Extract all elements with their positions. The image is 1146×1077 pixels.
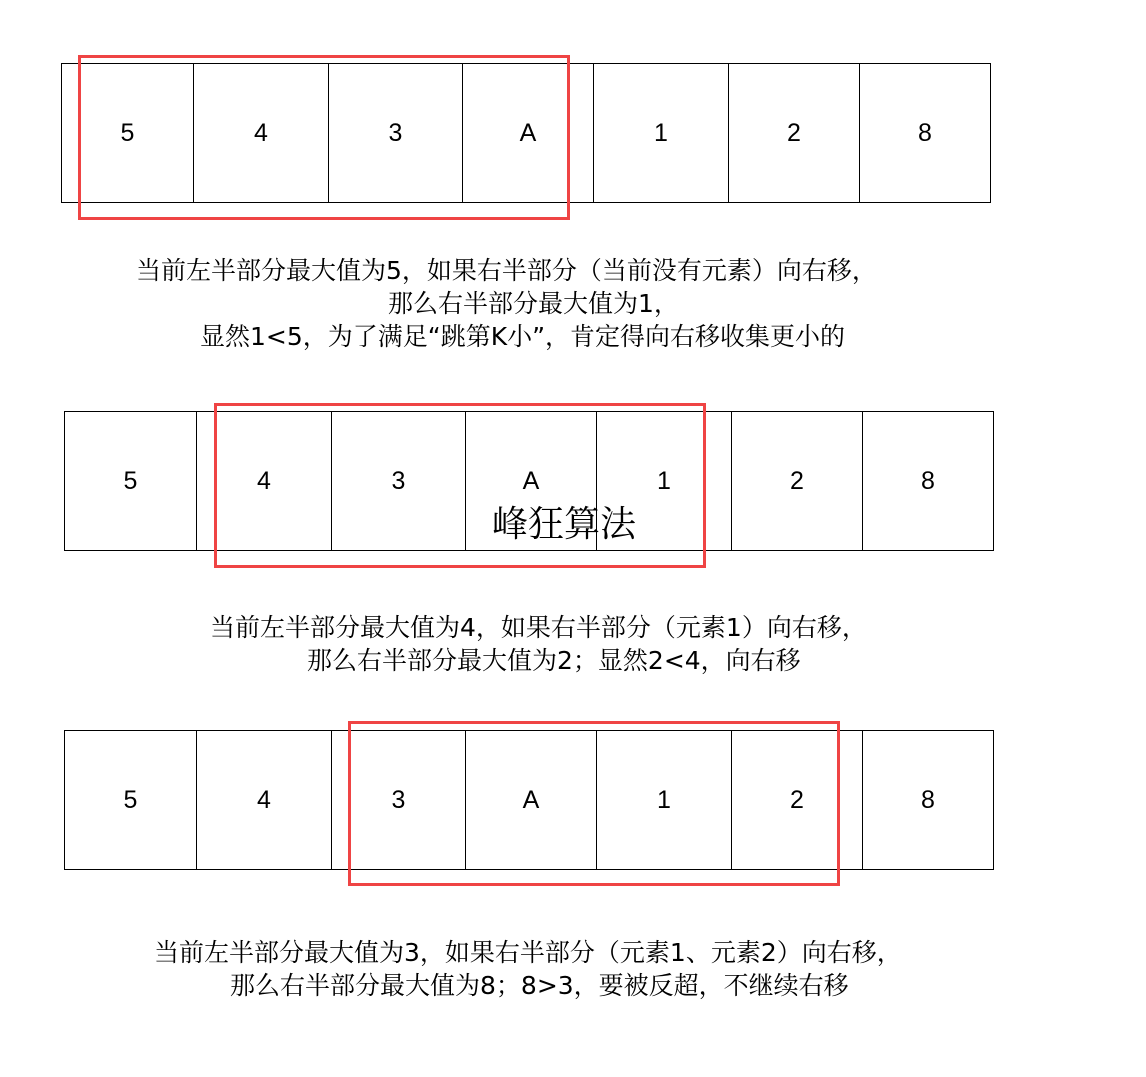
array-cell: 2 bbox=[731, 730, 863, 870]
array-cell: A bbox=[465, 730, 597, 870]
array-cell: 2 bbox=[731, 411, 863, 551]
caption-line: 那么右半部分最大值为2；显然2<4，向右移 bbox=[307, 646, 801, 675]
window-highlight-3 bbox=[348, 721, 840, 886]
caption-line: 那么右半部分最大值为1， bbox=[388, 289, 679, 318]
array-cell: 8 bbox=[862, 730, 994, 870]
caption-line: 显然1<5，为了满足“跳第K小”，肯定得向右移收集更小的 bbox=[200, 322, 846, 351]
array-cell: 3 bbox=[331, 411, 466, 551]
array-cell: A bbox=[462, 63, 594, 203]
array-cell: 8 bbox=[859, 63, 991, 203]
caption-line: 那么右半部分最大值为8；8>3，要被反超，不继续右移 bbox=[230, 971, 849, 1000]
array-cell: 8 bbox=[862, 411, 994, 551]
array-cell: 4 bbox=[196, 411, 332, 551]
array-cell: 1 bbox=[596, 411, 732, 551]
array-cell: 5 bbox=[64, 730, 197, 870]
array-cell: 5 bbox=[64, 411, 197, 551]
array-cell: 5 bbox=[61, 63, 194, 203]
array-cell: 1 bbox=[596, 730, 732, 870]
window-highlight-1 bbox=[78, 55, 570, 220]
watermark-text: 峰狂算法 bbox=[492, 504, 637, 545]
array-cell: A bbox=[465, 411, 597, 551]
array-cell: 4 bbox=[196, 730, 332, 870]
caption-line: 当前左半部分最大值为4，如果右半部分（元素1）向右移， bbox=[210, 613, 867, 642]
array-cell: 1 bbox=[593, 63, 729, 203]
array-cell: 4 bbox=[193, 63, 329, 203]
array-cell: 2 bbox=[728, 63, 860, 203]
array-cell: 3 bbox=[328, 63, 463, 203]
array-cell: 3 bbox=[331, 730, 466, 870]
caption-line: 当前左半部分最大值为5，如果右半部分（当前没有元素）向右移， bbox=[136, 256, 877, 285]
caption-line: 当前左半部分最大值为3，如果右半部分（元素1、元素2）向右移， bbox=[154, 938, 902, 967]
